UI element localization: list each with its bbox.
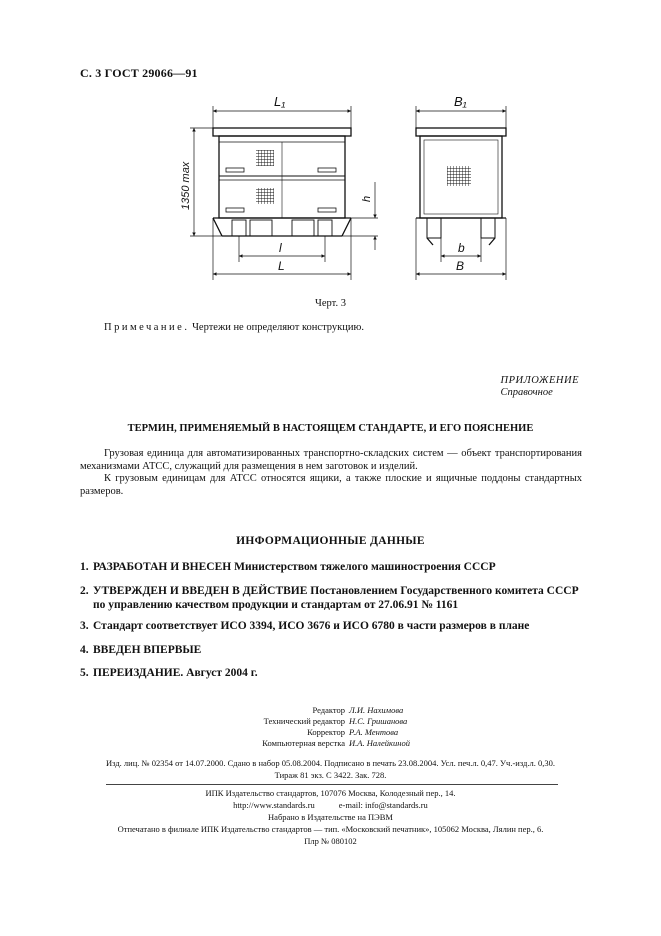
mesh-hatch-upper bbox=[256, 150, 274, 166]
appendix-title: ПРИЛОЖЕНИЕ bbox=[500, 375, 579, 386]
credit-role: Редактор bbox=[312, 705, 345, 715]
label-B: B bbox=[456, 259, 465, 273]
label-L1: L₁ bbox=[274, 94, 286, 109]
term-title: ТЕРМИН, ПРИМЕНЯЕМЫЙ В НАСТОЯЩЕМ СТАНДАРТЕ, И ЕГО ПОЯСНЕНИЕ bbox=[127, 423, 534, 434]
credit-row bbox=[0, 716, 661, 727]
credit-row bbox=[0, 738, 661, 749]
mesh-hatch-lower bbox=[256, 188, 274, 204]
note-text: Чертежи не определяют конструкцию. bbox=[189, 322, 364, 333]
credit-name: И.А. Налейкиной bbox=[349, 738, 410, 748]
label-L: L bbox=[278, 259, 285, 273]
item-text: ПЕРЕИЗДАНИЕ. Август 2004 г. bbox=[93, 667, 258, 679]
info-item-3 bbox=[80, 619, 590, 633]
imprint-printed: Отпечатано в филиале ИПК Издательство стандартов — тип. «Московский печатник», 105062 Москва, Лялин пер., 6. bbox=[117, 824, 544, 834]
credit-name: Л.И. Нахимова bbox=[349, 705, 404, 715]
page-header: С. 3 ГОСТ 29066—91 bbox=[80, 66, 198, 80]
item-text: РАЗРАБОТАН И ВНЕСЕН Министерством тяжелого машиностроения СССР bbox=[93, 561, 496, 573]
label-l: l bbox=[279, 241, 282, 255]
info-title: ИНФОРМАЦИОННЫЕ ДАННЫЕ bbox=[236, 535, 425, 547]
info-item-1 bbox=[80, 560, 590, 574]
item-text: Стандарт соответствует ИСО 3394, ИСО 3676 и ИСО 6780 в части размеров в плане bbox=[93, 620, 530, 632]
publication-line-2: Тираж 81 экз. С 3422. Зак. 728. bbox=[274, 770, 387, 780]
label-h: h bbox=[361, 195, 373, 202]
publication-info bbox=[0, 757, 661, 781]
imprint-website[interactable]: http://www.standards.ru bbox=[233, 800, 315, 810]
credit-role: Корректор bbox=[307, 727, 345, 737]
credits bbox=[0, 705, 661, 749]
info-item-5 bbox=[80, 666, 590, 680]
label-B1: B₁ bbox=[454, 94, 467, 109]
credit-row bbox=[0, 727, 661, 738]
item-text: ВВЕДЕН ВПЕРВЫЕ bbox=[93, 644, 202, 656]
technical-drawing bbox=[150, 90, 530, 295]
term-paragraph-1: Грузовая единица для автоматизированных транспортно-складских систем — объект транспортирования механизмами АТСС, служащий для размещения в нем заготовок и изделий. bbox=[80, 448, 582, 472]
mesh-hatch-side bbox=[447, 166, 471, 186]
imprint-license: Плр № 080102 bbox=[304, 836, 357, 846]
item-number: 5. bbox=[80, 667, 89, 679]
front-view bbox=[190, 106, 378, 280]
term-paragraph-2: К грузовым единицам для АТСС относятся ящики, а также плоские и ящичные поддоны стандартных размеров. bbox=[80, 473, 582, 497]
item-text: УТВЕРЖДЕН И ВВЕДЕН В ДЕЙСТВИЕ Постановлением Государственного комитета СССР по управлению качеством продукции и стандартам от 27.06.91 № 1161 bbox=[93, 585, 579, 611]
info-item-2 bbox=[80, 584, 590, 612]
credit-name: Н.С. Гришанова bbox=[349, 716, 408, 726]
label-b: b bbox=[458, 241, 465, 255]
label-height: 1350 max bbox=[180, 161, 192, 210]
credit-role: Компьютерная верстка bbox=[262, 738, 345, 748]
note bbox=[104, 322, 364, 333]
info-item-4 bbox=[80, 643, 590, 657]
credit-row bbox=[0, 705, 661, 716]
publication-line-1: Изд. лиц. № 02354 от 14.07.2000. Сдано в набор 05.08.2004. Подписано в печать 23.08.2004. Усл. печ.л. 0,47. Уч.-изд.л. 0,30. bbox=[106, 758, 555, 768]
imprint-email[interactable]: e-mail: info@standards.ru bbox=[338, 800, 428, 810]
note-label: Примечание. bbox=[104, 322, 190, 333]
appendix-heading bbox=[501, 375, 580, 399]
appendix-subtitle: Справочное bbox=[500, 387, 553, 398]
credit-name: Р.А. Ментова bbox=[349, 727, 399, 737]
imprint-typeset: Набрано в Издательстве на ПЭВМ bbox=[268, 812, 393, 822]
figure-caption: Черт. 3 bbox=[315, 298, 346, 309]
imprint-address: ИПК Издательство стандартов, 107076 Москва, Колодезный пер., 14. bbox=[205, 788, 456, 798]
item-number: 1. bbox=[80, 561, 89, 573]
item-number: 2. bbox=[80, 585, 89, 597]
imprint bbox=[0, 787, 661, 847]
credit-role: Технический редактор bbox=[263, 716, 345, 726]
item-number: 4. bbox=[80, 644, 89, 656]
divider bbox=[106, 784, 558, 785]
item-number: 3. bbox=[80, 620, 89, 632]
